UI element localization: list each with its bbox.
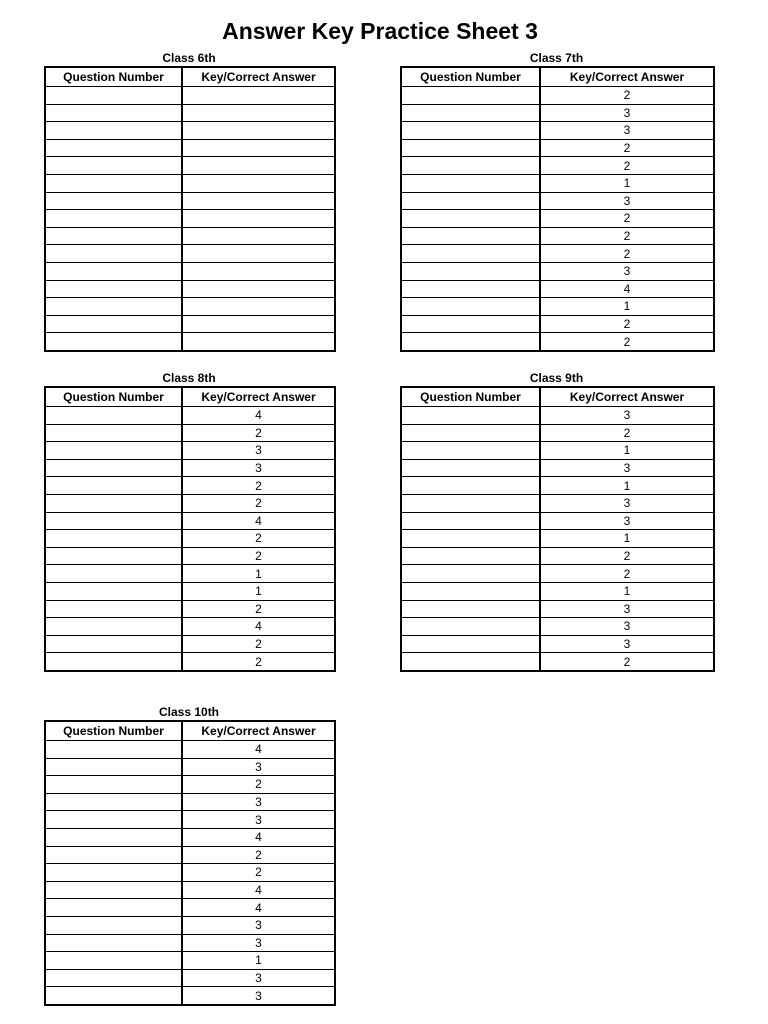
answer-cell: 2 <box>182 846 335 864</box>
answer-cell: 3 <box>540 407 714 425</box>
table-row <box>45 262 335 280</box>
question-number-cell <box>401 210 540 228</box>
question-number-cell <box>45 565 182 583</box>
answer-cell: 2 <box>540 210 714 228</box>
question-number-cell <box>401 635 540 653</box>
correct-answer-header: Key/Correct Answer <box>182 387 335 407</box>
answer-cell: 3 <box>540 122 714 140</box>
question-number-cell <box>45 547 182 565</box>
question-number-cell <box>45 776 182 794</box>
table-row <box>401 407 714 425</box>
table-row <box>45 530 335 548</box>
answer-cell <box>182 192 335 210</box>
answer-cell: 4 <box>182 512 335 530</box>
question-number-header: Question Number <box>45 721 182 741</box>
answer-cell: 3 <box>182 758 335 776</box>
question-number-cell <box>45 811 182 829</box>
question-number-cell <box>45 635 182 653</box>
answer-cell <box>182 333 335 351</box>
question-number-cell <box>45 104 182 122</box>
question-number-cell <box>45 477 182 495</box>
question-number-cell <box>401 530 540 548</box>
question-number-cell <box>401 512 540 530</box>
table-row <box>45 934 335 952</box>
table-row <box>401 139 714 157</box>
table-row <box>401 280 714 298</box>
question-number-header: Question Number <box>401 387 540 407</box>
table-row <box>401 494 714 512</box>
question-number-cell <box>45 987 182 1005</box>
answer-cell: 2 <box>540 139 714 157</box>
answer-cell: 4 <box>182 881 335 899</box>
answer-cell: 2 <box>540 157 714 175</box>
question-number-cell <box>401 407 540 425</box>
answer-cell: 4 <box>540 280 714 298</box>
question-number-cell <box>401 104 540 122</box>
table-row <box>401 333 714 351</box>
answer-cell: 3 <box>540 618 714 636</box>
question-number-cell <box>45 227 182 245</box>
table-row <box>401 122 714 140</box>
answer-cell: 1 <box>182 565 335 583</box>
section-title: Class 9th <box>529 371 584 385</box>
table-row <box>45 122 335 140</box>
answer-cell: 2 <box>540 565 714 583</box>
question-number-cell <box>45 600 182 618</box>
question-number-cell <box>45 582 182 600</box>
table-header-row <box>401 387 714 407</box>
question-number-cell <box>401 333 540 351</box>
answer-cell: 3 <box>182 916 335 934</box>
question-number-cell <box>45 916 182 934</box>
answer-cell: 3 <box>182 442 335 460</box>
question-number-cell <box>45 122 182 140</box>
table-row <box>401 192 714 210</box>
table-row <box>45 87 335 105</box>
table-row <box>401 477 714 495</box>
answer-cell: 3 <box>540 262 714 280</box>
table-row <box>45 565 335 583</box>
section-title: Class 10th <box>158 705 220 719</box>
table-row <box>401 600 714 618</box>
question-number-cell <box>401 582 540 600</box>
section-title: Class 8th <box>162 371 216 385</box>
answer-cell: 1 <box>540 477 714 495</box>
answer-cell: 2 <box>182 424 335 442</box>
answer-cell: 3 <box>182 934 335 952</box>
answer-cell: 3 <box>182 811 335 829</box>
question-number-cell <box>401 87 540 105</box>
table-row <box>45 635 335 653</box>
question-number-header: Question Number <box>45 387 182 407</box>
answer-cell: 2 <box>540 653 714 671</box>
answer-cell: 2 <box>540 245 714 263</box>
answer-cell: 2 <box>182 776 335 794</box>
class-8th-block <box>44 370 334 672</box>
class-7th-block <box>400 50 713 352</box>
table-row <box>45 459 335 477</box>
question-number-cell <box>45 298 182 316</box>
answer-cell: 3 <box>540 192 714 210</box>
answer-cell <box>182 122 335 140</box>
answer-cell: 1 <box>540 174 714 192</box>
question-number-cell <box>401 174 540 192</box>
question-number-cell <box>45 934 182 952</box>
answer-key-table <box>44 720 336 1006</box>
page-title: Answer Key Practice Sheet 3 <box>222 18 538 44</box>
table-row <box>401 210 714 228</box>
table-row <box>45 846 335 864</box>
table-header-row <box>45 387 335 407</box>
question-number-cell <box>45 512 182 530</box>
answer-cell: 2 <box>182 600 335 618</box>
table-row <box>45 494 335 512</box>
question-number-cell <box>401 618 540 636</box>
answer-key-table <box>400 386 715 672</box>
answer-cell: 3 <box>540 600 714 618</box>
table-row <box>401 104 714 122</box>
answer-cell <box>182 262 335 280</box>
answer-cell <box>182 104 335 122</box>
answer-cell: 1 <box>540 442 714 460</box>
question-number-cell <box>401 442 540 460</box>
question-number-cell <box>401 477 540 495</box>
question-number-cell <box>45 174 182 192</box>
question-number-cell <box>45 846 182 864</box>
table-row <box>45 315 335 333</box>
answer-key-table <box>44 66 336 352</box>
table-row <box>45 477 335 495</box>
table-row <box>45 987 335 1005</box>
table-row <box>45 157 335 175</box>
table-row <box>401 618 714 636</box>
question-number-cell <box>45 192 182 210</box>
question-number-cell <box>45 494 182 512</box>
question-number-cell <box>401 565 540 583</box>
answer-cell: 2 <box>182 653 335 671</box>
question-number-cell <box>45 864 182 882</box>
question-number-cell <box>45 741 182 759</box>
answer-cell: 1 <box>182 952 335 970</box>
correct-answer-header: Key/Correct Answer <box>182 67 335 87</box>
answer-cell <box>182 210 335 228</box>
question-number-cell <box>45 280 182 298</box>
table-row <box>45 298 335 316</box>
table-row <box>401 512 714 530</box>
question-number-header: Question Number <box>401 67 540 87</box>
class-10th-block <box>44 704 334 1006</box>
table-row <box>45 227 335 245</box>
question-number-header: Question Number <box>45 67 182 87</box>
answer-cell: 2 <box>540 315 714 333</box>
table-row <box>45 245 335 263</box>
question-number-cell <box>45 139 182 157</box>
answer-cell: 2 <box>182 547 335 565</box>
answer-cell <box>182 87 335 105</box>
answer-cell: 2 <box>540 424 714 442</box>
answer-cell: 3 <box>182 459 335 477</box>
table-row <box>401 227 714 245</box>
table-row <box>45 653 335 671</box>
table-row <box>45 600 335 618</box>
question-number-cell <box>45 653 182 671</box>
table-row <box>45 881 335 899</box>
answer-cell: 2 <box>540 547 714 565</box>
correct-answer-header: Key/Correct Answer <box>540 387 714 407</box>
class-6th-block <box>44 50 334 352</box>
question-number-cell <box>401 280 540 298</box>
table-row <box>45 139 335 157</box>
question-number-cell <box>45 442 182 460</box>
answer-cell: 1 <box>182 582 335 600</box>
answer-cell: 2 <box>182 494 335 512</box>
question-number-cell <box>45 530 182 548</box>
answer-cell: 2 <box>540 87 714 105</box>
answer-cell <box>182 174 335 192</box>
answer-cell: 3 <box>540 635 714 653</box>
answer-cell <box>182 227 335 245</box>
question-number-cell <box>401 494 540 512</box>
question-number-cell <box>45 315 182 333</box>
question-number-cell <box>401 157 540 175</box>
table-row <box>401 582 714 600</box>
table-row <box>401 442 714 460</box>
question-number-cell <box>45 793 182 811</box>
answer-cell: 2 <box>540 333 714 351</box>
answer-cell: 4 <box>182 899 335 917</box>
answer-cell: 2 <box>540 227 714 245</box>
question-number-cell <box>45 758 182 776</box>
correct-answer-header: Key/Correct Answer <box>540 67 714 87</box>
answer-cell: 2 <box>182 635 335 653</box>
class-9th-block <box>400 370 713 672</box>
table-row <box>401 174 714 192</box>
question-number-cell <box>45 828 182 846</box>
question-number-cell <box>401 547 540 565</box>
table-row <box>45 811 335 829</box>
table-row <box>45 618 335 636</box>
question-number-cell <box>45 969 182 987</box>
answer-cell: 2 <box>182 477 335 495</box>
question-number-cell <box>45 210 182 228</box>
question-number-cell <box>401 139 540 157</box>
question-number-cell <box>45 899 182 917</box>
table-row <box>401 424 714 442</box>
table-row <box>45 916 335 934</box>
table-row <box>45 333 335 351</box>
question-number-cell <box>45 952 182 970</box>
section-title: Class 7th <box>529 51 584 65</box>
answer-cell: 1 <box>540 530 714 548</box>
answer-cell <box>182 245 335 263</box>
table-row <box>401 157 714 175</box>
question-number-cell <box>401 653 540 671</box>
question-number-cell <box>401 262 540 280</box>
table-row <box>401 459 714 477</box>
table-row <box>45 899 335 917</box>
table-row <box>45 192 335 210</box>
table-row <box>401 565 714 583</box>
table-row <box>45 864 335 882</box>
answer-cell <box>182 298 335 316</box>
question-number-cell <box>45 333 182 351</box>
table-row <box>45 828 335 846</box>
answer-cell: 1 <box>540 582 714 600</box>
question-number-cell <box>401 227 540 245</box>
answer-key-table <box>400 66 715 352</box>
table-row <box>45 424 335 442</box>
table-row <box>45 547 335 565</box>
table-header-row <box>45 67 335 87</box>
table-row <box>401 653 714 671</box>
answer-cell <box>182 139 335 157</box>
question-number-cell <box>45 157 182 175</box>
table-row <box>401 262 714 280</box>
answer-cell: 4 <box>182 407 335 425</box>
question-number-cell <box>401 424 540 442</box>
table-row <box>45 104 335 122</box>
question-number-cell <box>401 600 540 618</box>
table-row <box>401 315 714 333</box>
table-row <box>401 87 714 105</box>
question-number-cell <box>45 618 182 636</box>
table-row <box>401 298 714 316</box>
table-row <box>45 741 335 759</box>
table-row <box>45 758 335 776</box>
table-header-row <box>401 67 714 87</box>
table-row <box>45 776 335 794</box>
question-number-cell <box>401 245 540 263</box>
question-number-cell <box>45 881 182 899</box>
table-row <box>45 582 335 600</box>
table-row <box>45 793 335 811</box>
table-row <box>45 407 335 425</box>
answer-cell: 2 <box>182 864 335 882</box>
section-title: Class 6th <box>162 51 216 65</box>
table-row <box>401 245 714 263</box>
question-number-cell <box>45 262 182 280</box>
answer-cell: 2 <box>182 530 335 548</box>
table-row <box>401 635 714 653</box>
question-number-cell <box>45 424 182 442</box>
question-number-cell <box>401 122 540 140</box>
answer-cell <box>182 157 335 175</box>
answer-cell: 4 <box>182 828 335 846</box>
answer-cell: 3 <box>540 459 714 477</box>
table-header-row <box>45 721 335 741</box>
table-row <box>401 547 714 565</box>
answer-cell: 3 <box>540 104 714 122</box>
table-row <box>45 174 335 192</box>
question-number-cell <box>401 459 540 477</box>
answer-key-table <box>44 386 336 672</box>
question-number-cell <box>401 315 540 333</box>
table-row <box>45 280 335 298</box>
answer-cell: 1 <box>540 298 714 316</box>
table-row <box>45 512 335 530</box>
answer-cell <box>182 315 335 333</box>
question-number-cell <box>401 298 540 316</box>
table-row <box>45 210 335 228</box>
question-number-cell <box>45 407 182 425</box>
correct-answer-header: Key/Correct Answer <box>182 721 335 741</box>
question-number-cell <box>401 192 540 210</box>
table-row <box>401 530 714 548</box>
answer-cell: 3 <box>182 793 335 811</box>
answer-cell <box>182 280 335 298</box>
answer-cell: 3 <box>540 494 714 512</box>
question-number-cell <box>45 459 182 477</box>
question-number-cell <box>45 245 182 263</box>
answer-cell: 3 <box>540 512 714 530</box>
answer-cell: 4 <box>182 741 335 759</box>
answer-cell: 4 <box>182 618 335 636</box>
question-number-cell <box>45 87 182 105</box>
table-row <box>45 952 335 970</box>
answer-cell: 3 <box>182 987 335 1005</box>
table-row <box>45 442 335 460</box>
table-row <box>45 969 335 987</box>
answer-cell: 3 <box>182 969 335 987</box>
